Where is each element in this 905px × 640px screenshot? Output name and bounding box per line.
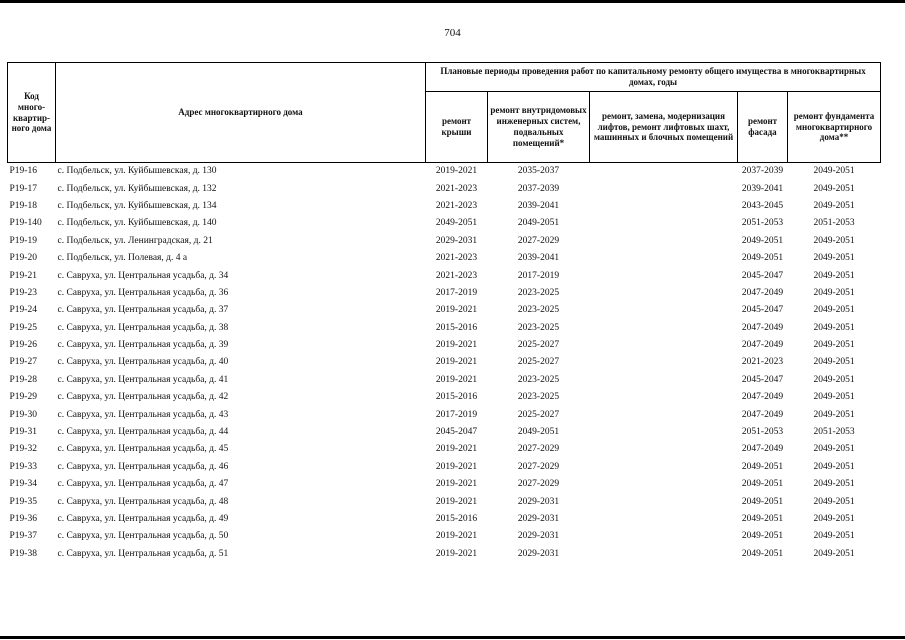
cell-systems: 2029-2031 [517, 514, 560, 524]
cell-code: Р19-34 [9, 479, 37, 490]
cell-roof: 2015-2016 [435, 392, 478, 403]
cell-roof: 2019-2021 [435, 166, 478, 177]
cell-code: Р19-26 [9, 340, 37, 351]
cell-facade: 2021-2023 [741, 357, 784, 368]
cell-address: с. Подбельск, ул. Куйбышевская, д. 140 [57, 218, 217, 229]
table-header [8, 63, 881, 163]
cell-code: Р19-38 [9, 548, 37, 559]
cell-address: с. Савруха, ул. Центральная усадьба, д. 51 [57, 548, 229, 559]
table-row [8, 233, 881, 250]
cell-roof: 2017-2019 [435, 287, 478, 298]
cell-elevators [590, 354, 738, 371]
cell-code: Р19-20 [9, 253, 37, 264]
cell-facade: 2049-2051 [741, 253, 784, 264]
cell-roof: 2021-2023 [435, 200, 478, 211]
cell-facade: 2049-2051 [741, 514, 784, 524]
cell-code: Р19-23 [9, 287, 37, 298]
bottom-border-rule [0, 636, 905, 639]
cell-code: Р19-31 [9, 427, 37, 438]
cell-facade: 2037-2039 [741, 166, 784, 177]
cell-facade: 2047-2049 [741, 287, 784, 298]
cell-roof: 2017-2019 [435, 409, 478, 420]
table-row [8, 406, 881, 423]
cell-code: Р19-19 [9, 235, 37, 246]
header-planned-periods: Плановые периоды проведения работ по капитальному ремонту общего имущества в многоквартирных домах, годы [426, 63, 881, 92]
table-row [8, 285, 881, 302]
cell-address: с. Подбельск, ул. Куйбышевская, д. 132 [57, 183, 217, 194]
table-row [8, 389, 881, 406]
cell-address: с. Подбельск, ул. Полевая, д. 4 а [57, 253, 188, 264]
cell-roof: 2019-2021 [435, 444, 478, 455]
cell-foundation: 2049-2051 [813, 444, 855, 455]
cell-roof: 2015-2016 [435, 514, 478, 524]
cell-roof: 2019-2021 [435, 305, 478, 316]
cell-elevators [590, 441, 738, 458]
table-row [8, 163, 881, 181]
cell-code: Р19-30 [9, 409, 37, 420]
header-code: Код много-квартир-ного дома [8, 63, 56, 163]
cell-systems: 2027-2029 [517, 479, 560, 490]
cell-foundation: 2049-2051 [813, 235, 855, 246]
cell-foundation: 2049-2051 [813, 287, 855, 298]
cell-roof: 2021-2023 [435, 270, 478, 281]
cell-roof: 2019-2021 [435, 357, 478, 368]
cell-foundation: 2049-2051 [813, 531, 855, 542]
cell-elevators [590, 406, 738, 423]
cell-address: с. Савруха, ул. Центральная усадьба, д. 45 [57, 444, 229, 455]
cell-foundation: 2049-2051 [813, 496, 855, 507]
cell-elevators [590, 493, 738, 510]
cell-address: с. Подбельск, ул. Куйбышевская, д. 130 [57, 166, 217, 177]
cell-facade: 2039-2041 [741, 183, 784, 194]
cell-elevators [590, 337, 738, 354]
cell-systems: 2025-2027 [517, 409, 560, 420]
cell-systems: 2025-2027 [517, 340, 560, 351]
table-row [8, 215, 881, 232]
cell-code: Р19-35 [9, 496, 37, 507]
cell-facade: 2047-2049 [741, 444, 784, 455]
cell-systems: 2029-2031 [517, 548, 560, 559]
cell-foundation: 2049-2051 [813, 200, 855, 211]
table-row [8, 198, 881, 215]
cell-address: с. Савруха, ул. Центральная усадьба, д. 34 [57, 270, 229, 281]
cell-systems: 2025-2027 [517, 357, 560, 368]
cell-elevators [590, 459, 738, 476]
cell-address: с. Савруха, ул. Центральная усадьба, д. 50 [57, 531, 229, 542]
cell-code: Р19-37 [9, 531, 37, 542]
cell-address: с. Савруха, ул. Центральная усадьба, д. 43 [57, 409, 229, 420]
table-row [8, 320, 881, 337]
cell-elevators [590, 198, 738, 215]
cell-code: Р19-17 [9, 183, 37, 194]
cell-systems: 2029-2031 [517, 496, 560, 507]
cell-code: Р19-21 [9, 270, 37, 281]
header-foundation: ремонт фундамента многоквартирного дома** [788, 92, 881, 163]
table-row [8, 180, 881, 197]
cell-code: Р19-32 [9, 444, 37, 455]
table-row [8, 354, 881, 371]
cell-facade: 2049-2051 [741, 461, 784, 472]
cell-roof: 2019-2021 [435, 548, 478, 559]
top-border-rule [0, 0, 905, 3]
cell-roof: 2019-2021 [435, 496, 478, 507]
cell-address: с. Савруха, ул. Центральная усадьба, д. 37 [57, 305, 229, 316]
cell-elevators [590, 424, 738, 441]
cell-elevators [590, 389, 738, 406]
cell-facade: 2049-2051 [741, 531, 784, 542]
table-row [8, 337, 881, 354]
cell-foundation: 2049-2051 [813, 340, 855, 351]
cell-facade: 2047-2049 [741, 409, 784, 420]
cell-roof: 2019-2021 [435, 374, 478, 385]
cell-facade: 2047-2049 [741, 322, 784, 333]
cell-elevators [590, 302, 738, 319]
cell-address: с. Савруха, ул. Центральная усадьба, д. 44 [57, 427, 229, 438]
cell-elevators [590, 372, 738, 389]
cell-address: с. Савруха, ул. Центральная усадьба, д. 46 [57, 461, 229, 472]
cell-facade: 2051-2053 [741, 427, 784, 438]
cell-elevators [590, 163, 738, 181]
cell-systems: 2027-2029 [517, 444, 560, 455]
header-elevators: ремонт, замена, модернизация лифтов, ремонт лифтовых шахт, машинных и блочных помещений [590, 92, 738, 163]
cell-facade: 2049-2051 [741, 479, 784, 490]
cell-elevators [590, 528, 738, 545]
cell-systems: 2023-2025 [517, 322, 560, 333]
cell-facade: 2049-2051 [741, 235, 784, 246]
cell-roof: 2045-2047 [435, 427, 478, 438]
cell-systems: 2023-2025 [517, 305, 560, 316]
cell-code: Р19-29 [9, 392, 37, 403]
cell-systems: 2023-2025 [517, 392, 560, 403]
cell-facade: 2045-2047 [741, 374, 784, 385]
cell-systems: 2037-2039 [517, 183, 560, 194]
cell-foundation: 2051-2053 [813, 218, 855, 229]
cell-address: с. Савруха, ул. Центральная усадьба, д. 39 [57, 340, 229, 351]
table-row [8, 267, 881, 284]
cell-roof: 2019-2021 [435, 340, 478, 351]
cell-facade: 2049-2051 [741, 548, 784, 559]
cell-systems: 2027-2029 [517, 461, 560, 472]
cell-facade: 2049-2051 [741, 496, 784, 507]
header-facade: ремонт фасада [738, 92, 788, 163]
cell-code: Р19-24 [9, 305, 37, 316]
cell-foundation: 2049-2051 [813, 479, 855, 490]
cell-elevators [590, 267, 738, 284]
table-row [8, 476, 881, 493]
header-roof: ремонт крыши [426, 92, 488, 163]
cell-code: Р19-18 [9, 200, 37, 211]
cell-roof: 2019-2021 [435, 479, 478, 490]
header-address: Адрес многоквартирного дома [56, 63, 426, 163]
cell-facade: 2045-2047 [741, 305, 784, 316]
cell-foundation: 2049-2051 [813, 253, 855, 264]
cell-address: с. Подбельск, ул. Куйбышевская, д. 134 [57, 200, 217, 211]
cell-address: с. Савруха, ул. Центральная усадьба, д. 49 [57, 514, 229, 524]
cell-code: Р19-25 [9, 322, 37, 333]
table-row [8, 250, 881, 267]
cell-roof: 2015-2016 [435, 322, 478, 333]
cell-elevators [590, 215, 738, 232]
cell-foundation: 2049-2051 [813, 270, 855, 281]
cell-systems: 2027-2029 [517, 235, 560, 246]
cell-elevators [590, 476, 738, 493]
table-row [8, 424, 881, 441]
cell-roof: 2021-2023 [435, 183, 478, 194]
table-row [8, 441, 881, 458]
cell-address: с. Савруха, ул. Центральная усадьба, д. 48 [57, 496, 229, 507]
cell-foundation: 2049-2051 [813, 461, 855, 472]
cell-foundation: 2049-2051 [813, 357, 855, 368]
cell-facade: 2051-2053 [741, 218, 784, 229]
table-row [8, 459, 881, 476]
cell-elevators [590, 546, 738, 563]
cell-code: Р19-33 [9, 461, 37, 472]
cell-address: с. Савруха, ул. Центральная усадьба, д. 41 [57, 374, 229, 385]
cell-roof: 2021-2023 [435, 253, 478, 264]
page-number: 704 [444, 27, 461, 39]
table-body [8, 163, 881, 563]
cell-roof: 2019-2021 [435, 461, 478, 472]
cell-foundation: 2049-2051 [813, 183, 855, 194]
table-row [8, 493, 881, 510]
cell-roof: 2019-2021 [435, 531, 478, 542]
cell-foundation: 2049-2051 [813, 392, 855, 403]
cell-roof: 2049-2051 [435, 218, 478, 229]
capital-repair-table [7, 62, 881, 563]
table-row [8, 372, 881, 389]
cell-systems: 2023-2025 [517, 287, 560, 298]
cell-address: с. Савруха, ул. Центральная усадьба, д. 40 [57, 357, 229, 368]
cell-foundation: 2049-2051 [813, 409, 855, 420]
cell-systems: 2029-2031 [517, 531, 560, 542]
cell-elevators [590, 285, 738, 302]
cell-code: Р19-27 [9, 357, 37, 368]
cell-address: с. Савруха, ул. Центральная усадьба, д. 36 [57, 287, 229, 298]
cell-roof: 2029-2031 [435, 235, 478, 246]
table-row [8, 546, 881, 563]
cell-elevators [590, 250, 738, 267]
cell-elevators [590, 180, 738, 197]
cell-code: Р19-16 [9, 166, 37, 177]
cell-address: с. Подбельск, ул. Ленинградская, д. 21 [57, 235, 213, 246]
cell-address: с. Савруха, ул. Центральная усадьба, д. 47 [57, 479, 229, 490]
cell-facade: 2045-2047 [741, 270, 784, 281]
table-row [8, 528, 881, 545]
cell-foundation: 2049-2051 [813, 548, 855, 559]
cell-facade: 2047-2049 [741, 392, 784, 403]
cell-foundation: 2049-2051 [813, 514, 855, 524]
header-engineering-systems: ремонт внутридомовых инженерных систем, подвальных помещений* [488, 92, 590, 163]
cell-foundation: 2049-2051 [813, 374, 855, 385]
cell-facade: 2047-2049 [741, 340, 784, 351]
cell-systems: 2039-2041 [517, 253, 560, 264]
cell-code: Р19-28 [9, 374, 37, 385]
cell-address: с. Савруха, ул. Центральная усадьба, д. 38 [57, 322, 229, 333]
cell-systems: 2035-2037 [517, 166, 560, 177]
cell-code: Р19-36 [9, 514, 37, 524]
cell-systems: 2023-2025 [517, 374, 560, 385]
cell-facade: 2043-2045 [741, 200, 784, 211]
cell-systems: 2049-2051 [517, 427, 560, 438]
table-row [8, 302, 881, 319]
cell-address: с. Савруха, ул. Центральная усадьба, д. 42 [57, 392, 229, 403]
cell-elevators [590, 511, 738, 528]
cell-elevators [590, 233, 738, 250]
cell-foundation: 2051-2053 [813, 427, 855, 438]
cell-systems: 2049-2051 [517, 218, 560, 229]
cell-code: Р19-140 [9, 218, 42, 229]
table-row [8, 511, 881, 528]
cell-foundation: 2049-2051 [813, 305, 855, 316]
cell-foundation: 2049-2051 [813, 166, 855, 177]
cell-foundation: 2049-2051 [813, 322, 855, 333]
cell-elevators [590, 320, 738, 337]
cell-systems: 2017-2019 [517, 270, 560, 281]
cell-systems: 2039-2041 [517, 200, 560, 211]
